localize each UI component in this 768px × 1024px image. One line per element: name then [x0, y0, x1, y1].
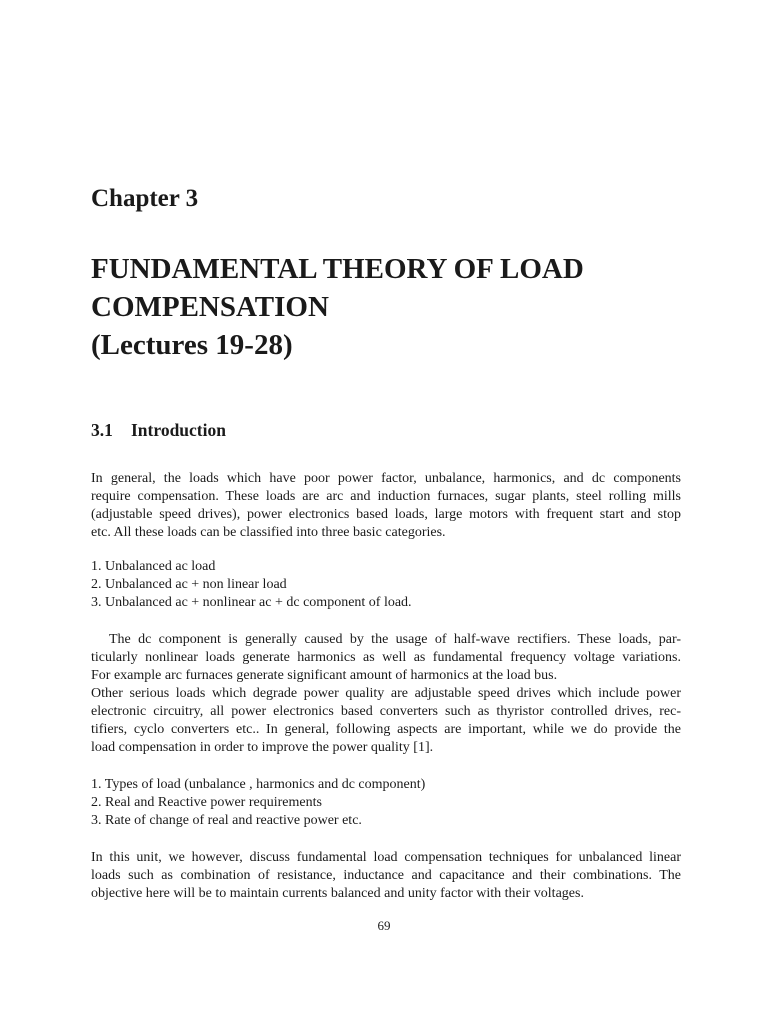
chapter-title-line-3: (Lectures 19-28)	[91, 329, 293, 361]
list-item: 1. Unbalanced ac load	[91, 559, 216, 574]
paragraph-line: tifiers, cyclo converters etc.. In general, following aspects are important, while we do provide the	[91, 722, 681, 737]
paragraph-line: electronic circuitry, all power electronics based converters such as thyristor controlled drives, rec-	[91, 704, 681, 719]
paragraph-dc-component	[91, 631, 681, 757]
paragraph-line: In general, the loads which have poor power factor, unbalance, harmonics, and dc components	[91, 471, 681, 486]
paragraph-line: require compensation. These loads are arc and induction furnaces, sugar plants, steel rolling mills	[91, 489, 681, 504]
paragraph-line: ticularly nonlinear loads generate harmonics as well as fundamental frequency voltage variations.	[91, 650, 681, 665]
paragraph-line: loads such as combination of resistance, inductance and capacitance and their combinations. The	[91, 868, 681, 883]
list-item: 2. Unbalanced ac + non linear load	[91, 577, 287, 592]
list-item: 1. Types of load (unbalance , harmonics and dc component)	[91, 777, 426, 792]
paragraph-line: The dc component is generally caused by the usage of half-wave rectifiers. These loads, par-	[109, 632, 681, 647]
aspects-list	[91, 776, 681, 830]
paragraph-unit-overview	[91, 849, 681, 903]
chapter-title-line-2: COMPENSATION	[91, 291, 329, 323]
chapter-label: Chapter 3	[91, 185, 199, 212]
chapter-title	[91, 250, 691, 364]
paragraph-line: Other serious loads which degrade power quality are adjustable speed drives which include power	[91, 686, 681, 701]
paragraph-line: For example arc furnaces generate significant amount of harmonics at the load bus.	[91, 668, 558, 683]
paragraph-line: In this unit, we however, discuss fundamental load compensation techniques for unbalanced linear	[91, 850, 681, 865]
paragraph-line: (adjustable speed drives), power electronics based loads, large motors with frequent start and stop	[91, 507, 681, 522]
paragraph-line: load compensation in order to improve the power quality [1].	[91, 740, 434, 755]
paragraph-intro	[91, 470, 681, 542]
paragraph-line: etc. All these loads can be classified into three basic categories.	[91, 525, 446, 540]
section-heading	[91, 419, 226, 441]
list-item: 3. Unbalanced ac + nonlinear ac + dc component of load.	[91, 595, 412, 610]
list-item: 2. Real and Reactive power requirements	[91, 795, 322, 810]
page-number: 69	[377, 918, 391, 933]
section-title: Introduction	[131, 420, 226, 440]
list-item: 3. Rate of change of real and reactive power etc.	[91, 813, 362, 828]
section-number: 3.1	[91, 420, 113, 440]
paragraph-line: objective here will be to maintain currents balanced and unity factor with their voltages.	[91, 886, 584, 901]
chapter-title-line-1: FUNDAMENTAL THEORY OF LOAD	[91, 253, 584, 285]
load-categories-list	[91, 558, 681, 612]
